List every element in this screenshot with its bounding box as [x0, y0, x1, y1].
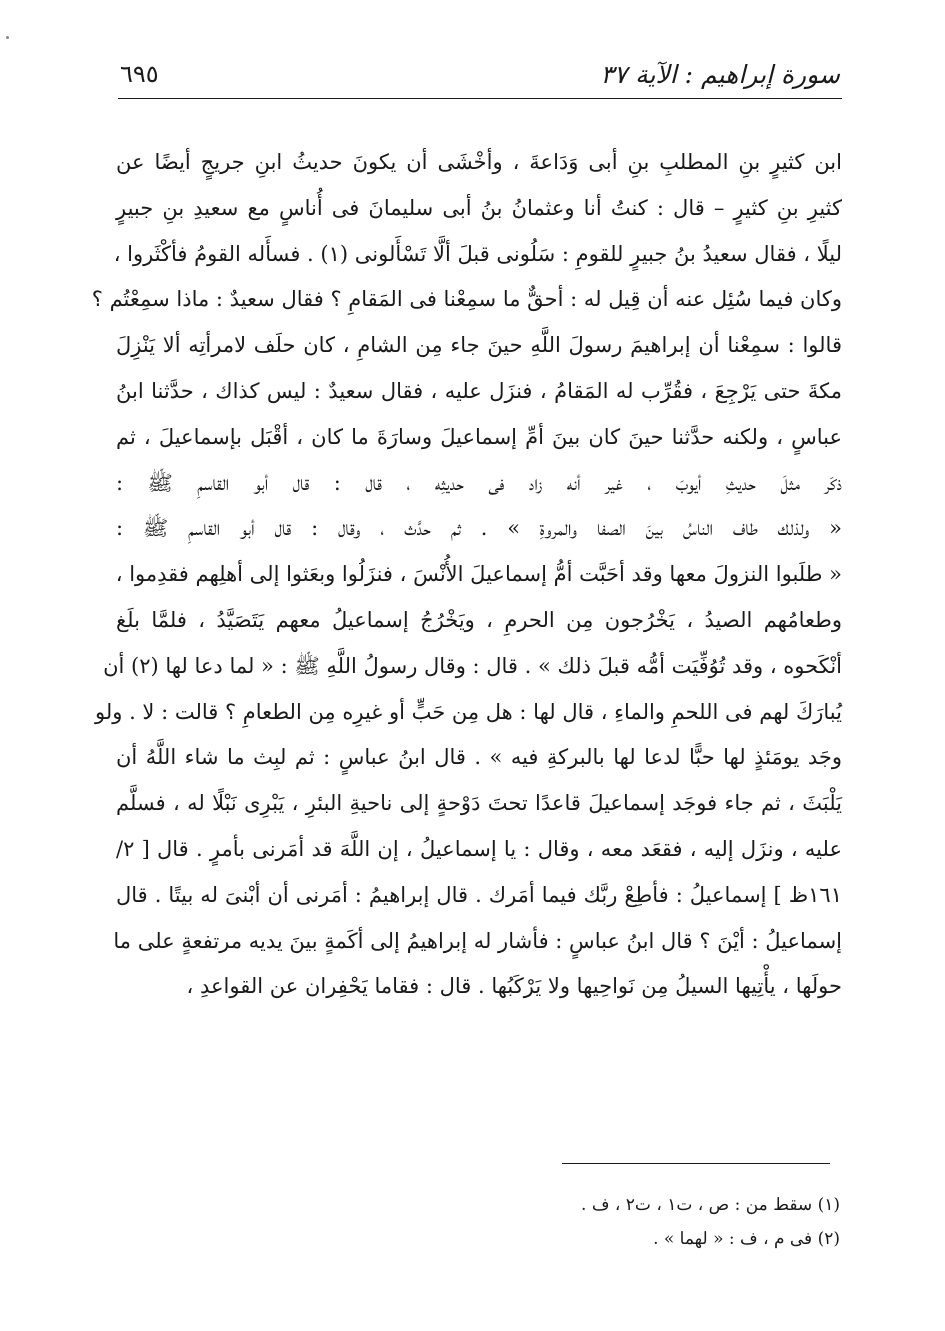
page-header [120, 52, 840, 96]
text-line: كثيرِ بنِ كثيرٍ – قال : كنتُ أنا وعثمانُ بنُ أبى سليمانَ فى أُناسٍ مع سعيدِ بنِ جبيرٍ [116, 195, 842, 220]
text-line: وجَد يومَئذٍ لها حبًّا لدعا لها بالبركةِ فيه » . قال ابنُ عباسٍ : ثم لبِث ما شاء اللَّهُ أن [116, 745, 842, 770]
footnote-1: (١) سقط من : ص ، ت١ ، ت٢ ، ف . [581, 1195, 840, 1215]
footnote-divider [562, 1163, 830, 1164]
text-line: حولَها ، يأْتِيها السيلُ مِن نَواحِيها ولا يَرْكَبُها . قال : فقاما يَحْفِران عن القواعدِ ، [186, 974, 842, 999]
text-line: أنْكَحوه ، وقد تُوُفِّيَت أمُّه قبلَ ذلك » . قال : وقال رسولُ اللَّهِ ﷺ : « لما دعا لها (٢) أن [103, 653, 842, 678]
text-line: « ولذلك طاف الناسُ بينَ الصفا والمروةِ » . ثم حدَّث ، وقال : قال أبو القاسمِ ﷺ : [116, 516, 842, 541]
text-line: ١٦١ظ ] إسماعيلُ : فأطِعْ ربَّك فيما أمَرك . قال إبراهيمُ : أمَرنى أن أبْنىَ له بيتًا . قال [116, 882, 842, 907]
header-divider [118, 98, 842, 99]
text-line: عليه ، ونزَل إليه ، فقعَد معه ، وقال : يا إسماعيلُ ، إن اللَّهَ قد أمَرنى بأمرٍ . قال [ ٢/ [116, 836, 842, 861]
text-line: عباسٍ ، ولكنه حدَّثنا حينَ كان بينَ أمِّ إسماعيلَ وسارَةَ ما كان ، أقْبَل بإسماعيلَ ، ثم [116, 424, 842, 449]
page-number: ٦٩٥ [120, 60, 159, 88]
text-line: يُبارَكَ لهم فى اللحمِ والماءِ ، قال لها : هل مِن حَبٍّ أو غيرِه مِن الطعامِ ؟ قالت : لا . ولو [95, 699, 842, 724]
text-line: ليلًا ، فقال سعيدُ بنُ جبيرٍ للقومِ : سَلُونى قبلَ ألَّا تَسْأَلونى (١) . فسأَله القومُ فأكْثَروا ، [113, 241, 842, 266]
text-line: قالوا : سمِعْنا أن إبراهيمَ رسولَ اللَّهِ حينَ جاء مِن الشامِ ، كان حلَف لامرأتِه ألا يَنْزِلَ [116, 333, 842, 358]
text-line: وطعامُهم الصيدُ ، يَخْرُجون مِن الحرمِ ، ويَخْرُجُ إسماعيلُ معهم يَتَصَيَّدُ ، فلمَّا بلَغ [116, 607, 842, 632]
text-line: مكةَ حتى يَرْجِعَ ، فقُرِّب له المَقامُ ، فنزَل عليه ، فقال سعيدٌ : ليس كذاك ، حدَّثنا ابنُ [116, 378, 842, 403]
text-line: يَلْبَثَ ، ثم جاء فوجَد إسماعيلَ قاعدًا تحتَ دَوْحةٍ إلى ناحيةِ البئرِ ، يَبْرِى نَبْلًا له ، فسلَّم [116, 791, 842, 816]
text-line: ذكَر مثلَ حديثِ أيوبَ ، غير أنه زاد فى حديثِه ، قال : قال أبو القاسمِ ﷺ : [116, 470, 842, 495]
margin-mark [6, 36, 9, 39]
footnote-2: (٢) فى م ، ف : « لهما » . [653, 1229, 840, 1249]
running-title: سورة إبراهيم : الآية ٣٧ [600, 59, 840, 89]
footnotes [300, 1188, 840, 1256]
text-line: وكان فيما سُئِل عنه أن قِيل له : أحقٌّ ما سمِعْنا فى المَقامِ ؟ فقال سعيدٌ : ماذا سمِعْتُم ؟ [91, 287, 842, 312]
text-line: ابن كثيرٍ بنِ المطلبِ بنِ أبى وَدَاعةَ ، وأخْشَى أن يكونَ حديثُ ابنِ جريجٍ أيضًا عن [116, 150, 842, 174]
main-text [91, 140, 842, 1010]
text-line: إسماعيلُ : أيْنَ ؟ قال ابنُ عباسٍ : فأشار له إبراهيمُ إلى أكَمةٍ بينَ يديه مرتفعةٍ على ما [113, 928, 842, 953]
text-line: « طلَبوا النزولَ معها وقد أحَبَّت أمُّ إسماعيلَ الأُنْسَ ، فنزَلُوا وبعَثوا إلى أهلِهم فقدِموا ، [115, 562, 842, 587]
